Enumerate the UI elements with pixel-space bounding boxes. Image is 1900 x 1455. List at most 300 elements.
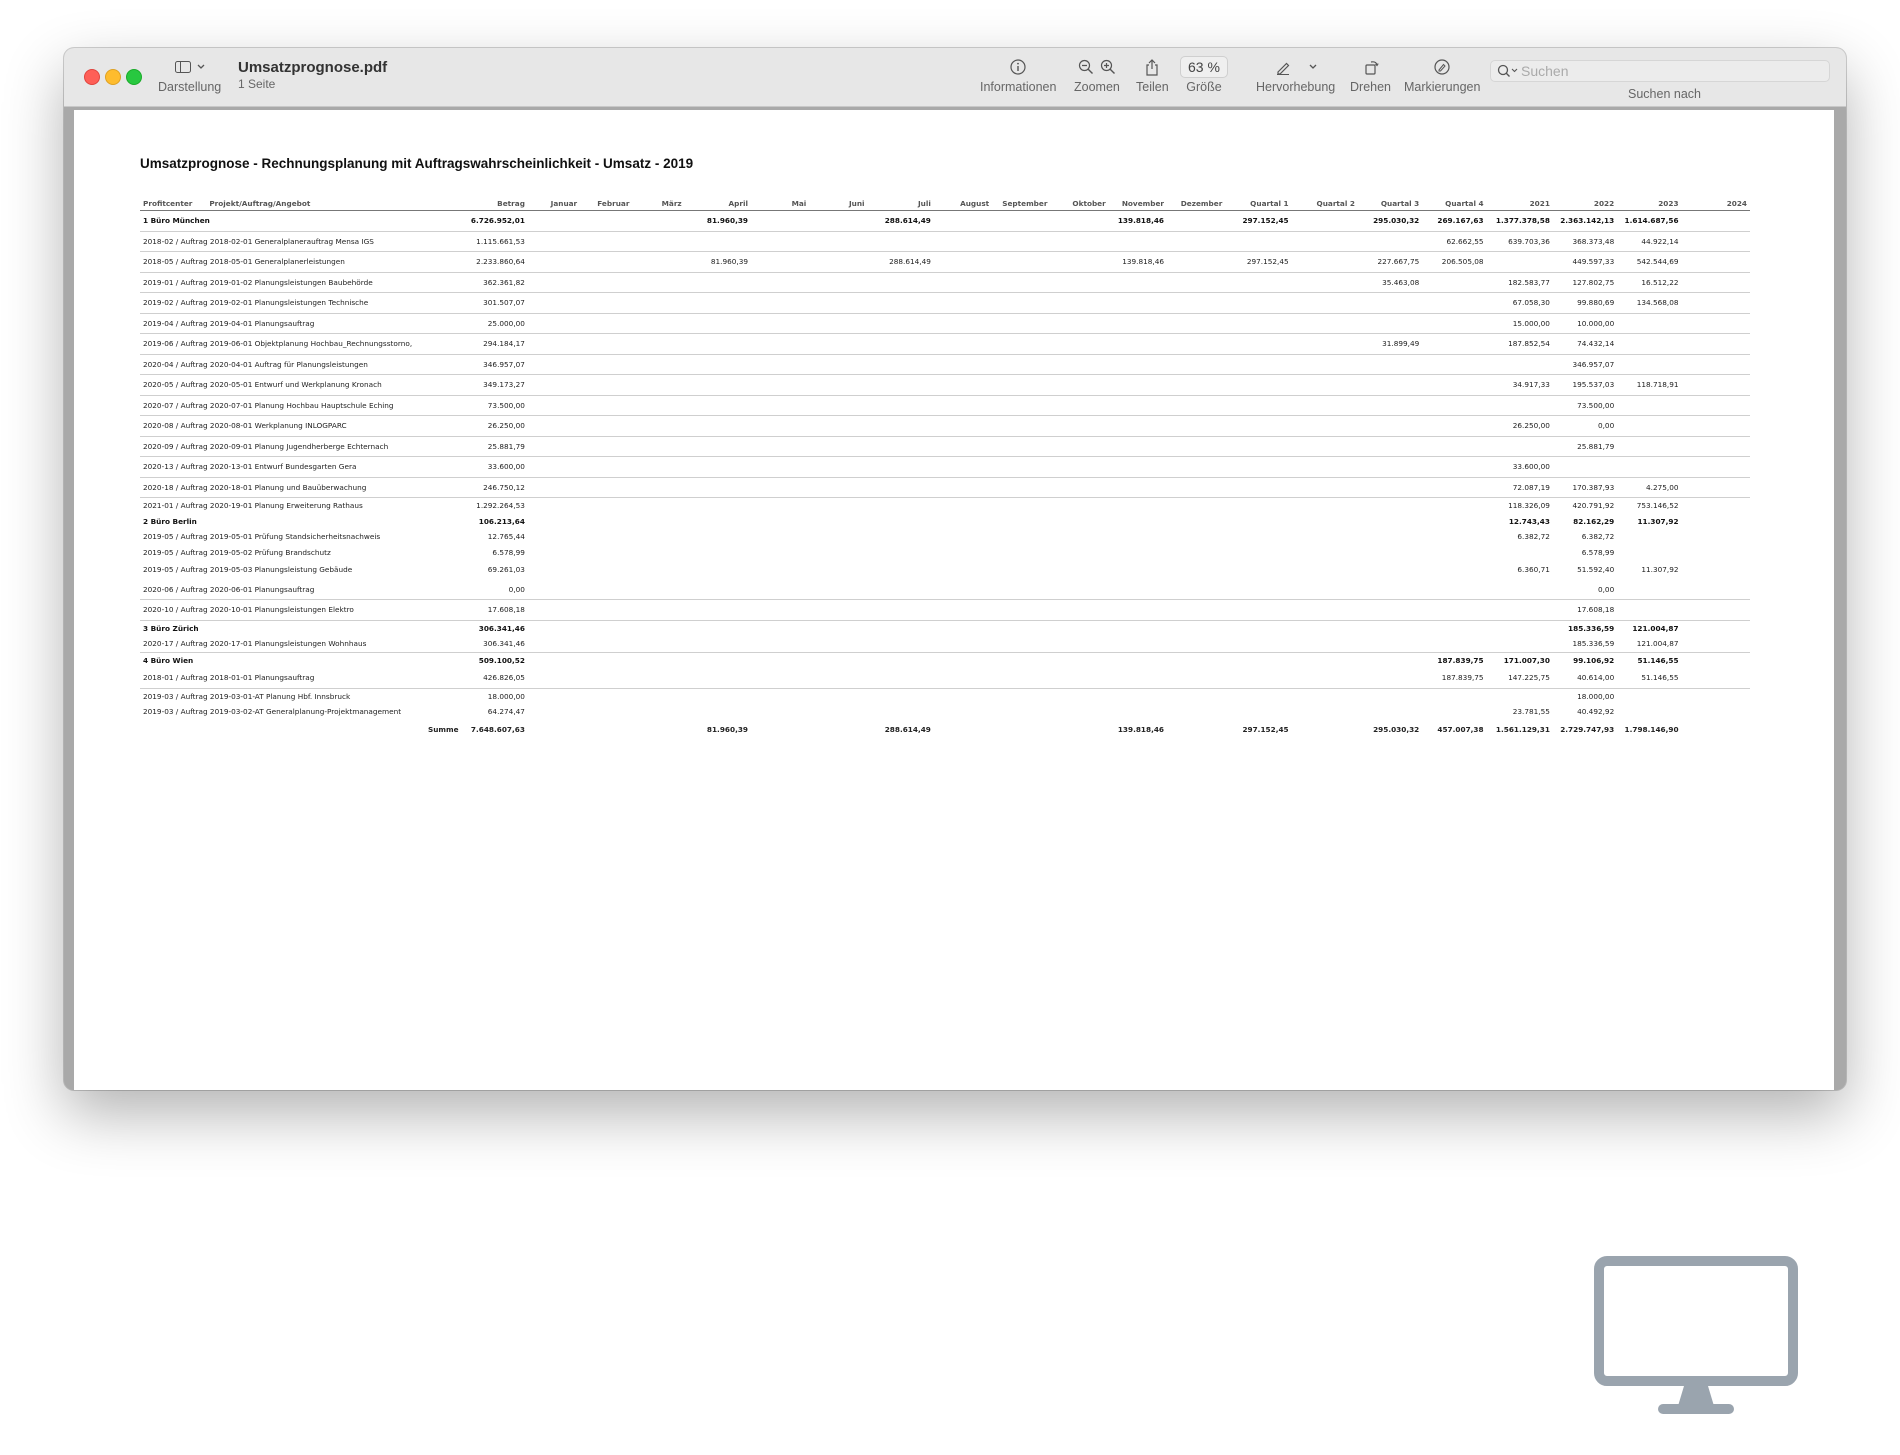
cell-y2024 [1682, 395, 1750, 416]
cell-y2023: 121.004,87 [1617, 636, 1681, 652]
row-description: 2019-03 / Auftrag 2019-03-01-AT Planung Hbf. Innsbruck [143, 691, 351, 701]
cell-februar [580, 560, 632, 580]
cell-dezember [1167, 334, 1225, 355]
cell-q3 [1358, 416, 1422, 437]
cell-august [934, 704, 992, 720]
cell-mai [751, 313, 809, 334]
zoom-label: Zoomen [1074, 80, 1120, 94]
cell-y2022: 40.614,00 [1553, 668, 1617, 688]
cell-august [934, 416, 992, 437]
cell-dezember [1167, 231, 1225, 252]
cell-mai [751, 272, 809, 293]
cell-august [934, 560, 992, 580]
cell-q4 [1422, 704, 1486, 720]
cell-april [685, 272, 751, 293]
row-description: 2018-02 / Auftrag 2018-02-01 Generalplanerauftrag Mensa IGS [140, 231, 462, 252]
monitor-icon [1594, 1256, 1798, 1420]
cell-y2021: 639.703,36 [1487, 231, 1553, 252]
cell-q4: 187.839,75 [1437, 655, 1484, 665]
cell-q4: 457.007,38 [1437, 725, 1484, 734]
cell-q2 [1292, 668, 1358, 688]
cell-juni [809, 313, 867, 334]
cell-november [1109, 334, 1167, 355]
column-header: Profitcenter [140, 196, 206, 211]
cell-mai [751, 252, 809, 273]
cell-juni [809, 600, 867, 621]
cell-juni [809, 704, 867, 720]
cell-betrag: 509.100,52 [478, 655, 525, 665]
cell-y2023: 753.146,52 [1636, 501, 1679, 511]
size-label: Größe [1186, 80, 1222, 94]
cell-y2023 [1617, 313, 1681, 334]
cell-januar [528, 652, 580, 668]
cell-betrag: 33.600,00 [462, 457, 528, 478]
table-row [140, 293, 1750, 314]
cell-y2024 [1682, 231, 1750, 252]
table-row [140, 375, 1750, 396]
cell-q1 [1225, 560, 1291, 580]
cell-juli [868, 293, 934, 314]
cell-oktober [1050, 354, 1108, 375]
cell-mai [751, 636, 809, 652]
cell-maerz [632, 395, 684, 416]
cell-y2021: 26.250,00 [1487, 416, 1553, 437]
cell-q1 [1225, 395, 1291, 416]
row-description: 2019-01 / Auftrag 2019-01-02 Planungsleistungen Baubehörde [140, 272, 462, 293]
cell-maerz [632, 252, 684, 273]
cell-juli [868, 395, 934, 416]
cell-juni [809, 375, 867, 396]
cell-y2021: 147.225,75 [1487, 668, 1553, 688]
cell-juni [809, 272, 867, 293]
cell-dezember [1167, 600, 1225, 621]
cell-mai [751, 514, 809, 530]
cell-september [992, 498, 1050, 514]
cell-juli: 288.614,49 [868, 211, 934, 232]
fullscreen-button[interactable] [126, 69, 142, 85]
cell-q2 [1292, 498, 1358, 514]
cell-q1 [1225, 688, 1291, 704]
row-description: 4 Büro Wien [143, 655, 194, 665]
row-description: 2020-06 / Auftrag 2020-06-01 Planungsauftrag [140, 580, 462, 600]
cell-oktober [1050, 416, 1108, 437]
table-row [140, 668, 1750, 688]
cell-januar [528, 231, 580, 252]
cell-q2 [1292, 545, 1358, 561]
cell-juni [809, 529, 867, 545]
cell-y2023: 4.275,00 [1617, 477, 1681, 498]
cell-august [934, 636, 992, 652]
row-description: 2020-18 / Auftrag 2020-18-01 Planung und Bauüberwachung [140, 477, 462, 498]
cell-oktober [1050, 652, 1108, 668]
cell-q4 [1422, 395, 1486, 416]
cell-dezember [1167, 560, 1225, 580]
cell-juli [868, 457, 934, 478]
table-row [140, 600, 1750, 621]
cell-betrag: 1.115.661,53 [462, 231, 528, 252]
cell-juni [809, 231, 867, 252]
cell-april [685, 704, 751, 720]
cell-q3 [1358, 688, 1422, 704]
cell-januar [528, 334, 580, 355]
table-row [140, 252, 1750, 273]
cell-y2024 [1682, 477, 1750, 498]
cell-y2022: 2.363.142,13 [1553, 211, 1617, 232]
cell-april [685, 560, 751, 580]
cell-betrag: 69.261,03 [487, 565, 525, 575]
cell-maerz [632, 529, 684, 545]
cell-q4 [1422, 620, 1486, 636]
cell-april [685, 293, 751, 314]
cell-y2024 [1682, 560, 1750, 580]
size-control[interactable] [1180, 54, 1228, 94]
cell-q3: 31.899,49 [1358, 334, 1422, 355]
cell-juli [868, 436, 934, 457]
cell-oktober [1050, 272, 1108, 293]
highlight-button[interactable] [1256, 54, 1335, 94]
cell-mai [751, 560, 809, 580]
cell-q2 [1292, 416, 1358, 437]
info-icon [1010, 59, 1026, 75]
cell-y2021: 15.000,00 [1487, 313, 1553, 334]
cell-y2024 [1682, 704, 1750, 720]
cell-q3 [1358, 514, 1422, 530]
cell-q1 [1225, 580, 1291, 600]
search-input[interactable] [1519, 62, 1813, 80]
cell-dezember [1167, 395, 1225, 416]
cell-y2022: 170.387,93 [1553, 477, 1617, 498]
cell-januar [528, 457, 580, 478]
cell-november [1109, 514, 1167, 530]
cell-dezember [1167, 416, 1225, 437]
cell-q1 [1225, 313, 1291, 334]
cell-juni [809, 620, 867, 636]
cell-november [1109, 580, 1167, 600]
cell-april [685, 514, 751, 530]
cell-maerz [632, 545, 684, 561]
cell-januar [528, 600, 580, 621]
cell-januar [528, 477, 580, 498]
cell-august [934, 580, 992, 600]
cell-mai [751, 580, 809, 600]
forecast-table [140, 196, 1750, 740]
column-header: März [632, 196, 684, 211]
cell-februar [580, 620, 632, 636]
cell-dezember [1167, 545, 1225, 561]
cell-oktober [1050, 334, 1108, 355]
cell-februar [580, 704, 632, 720]
cell-november [1109, 293, 1167, 314]
cell-maerz [632, 560, 684, 580]
cell-august [934, 514, 992, 530]
cell-y2024 [1682, 293, 1750, 314]
cell-y2022: 10.000,00 [1553, 313, 1617, 334]
cell-y2024 [1682, 600, 1750, 621]
cell-q2 [1292, 514, 1358, 530]
cell-maerz [632, 688, 684, 704]
cell-maerz [632, 514, 684, 530]
cell-betrag: 349.173,27 [462, 375, 528, 396]
cell-januar [528, 416, 580, 437]
cell-dezember [1167, 668, 1225, 688]
cell-y2022: 2.729.747,93 [1560, 725, 1615, 734]
row-description: 2020-10 / Auftrag 2020-10-01 Planungsleistungen Elektro [140, 600, 462, 621]
info-button[interactable] [980, 54, 1056, 94]
cell-juli [868, 688, 934, 704]
search-field[interactable] [1490, 60, 1830, 82]
cell-november [1109, 545, 1167, 561]
column-header: November [1109, 196, 1167, 211]
row-description: 2019-05 / Auftrag 2019-05-02 Prüfung Brandschutz [143, 547, 331, 557]
cell-q1 [1225, 514, 1291, 530]
cell-maerz [632, 477, 684, 498]
cell-juli: 288.614,49 [868, 252, 934, 273]
cell-mai [751, 416, 809, 437]
cell-november [1109, 457, 1167, 478]
sidebar-icon [175, 61, 191, 73]
cell-februar [580, 514, 632, 530]
cell-y2021: 1.561.129,31 [1495, 725, 1550, 734]
close-button[interactable] [84, 69, 100, 85]
cell-q2 [1292, 436, 1358, 457]
cell-y2023 [1617, 600, 1681, 621]
group-row [140, 620, 1750, 636]
cell-q1 [1225, 354, 1291, 375]
cell-oktober [1050, 293, 1108, 314]
cell-y2024 [1682, 514, 1750, 530]
cell-y2021 [1487, 545, 1553, 561]
cell-q2 [1292, 313, 1358, 334]
cell-y2024 [1682, 636, 1750, 652]
cell-juni [809, 477, 867, 498]
cell-betrag: 0,00 [462, 580, 528, 600]
cell-september [992, 416, 1050, 437]
cell-q4 [1422, 636, 1486, 652]
rotate-button[interactable] [1350, 54, 1391, 94]
column-header: Juni [809, 196, 867, 211]
cell-februar [580, 580, 632, 600]
table-row [140, 688, 1750, 704]
cell-juni [809, 720, 867, 740]
cell-y2023: 11.307,92 [1637, 516, 1679, 526]
markup-button[interactable] [1404, 54, 1480, 94]
cell-januar [528, 395, 580, 416]
cell-q2 [1292, 354, 1358, 375]
table-row [140, 416, 1750, 437]
table-row [140, 636, 1750, 652]
cell-q4 [1422, 498, 1486, 514]
minimize-button[interactable] [105, 69, 121, 85]
cell-q3 [1358, 652, 1422, 668]
cell-april [685, 668, 751, 688]
cell-y2022: 368.373,48 [1553, 231, 1617, 252]
highlight-label: Hervorhebung [1256, 80, 1336, 94]
cell-februar [580, 688, 632, 704]
column-header: 2024 [1682, 196, 1750, 211]
cell-q4 [1422, 313, 1486, 334]
cell-september [992, 668, 1050, 688]
cell-q1: 297.152,45 [1225, 211, 1291, 232]
cell-september [992, 313, 1050, 334]
cell-juli [868, 668, 934, 688]
cell-y2024 [1682, 688, 1750, 704]
cell-november: 139.818,46 [1109, 211, 1167, 232]
cell-y2022: 99.106,92 [1573, 655, 1615, 665]
cell-q2 [1292, 580, 1358, 600]
cell-betrag: 426.826,05 [462, 668, 528, 688]
cell-y2023 [1617, 545, 1681, 561]
cell-q4 [1422, 477, 1486, 498]
table-row [140, 272, 1750, 293]
cell-dezember [1167, 498, 1225, 514]
cell-q2 [1292, 652, 1358, 668]
column-header: Januar [528, 196, 580, 211]
search-label: Suchen nach [1628, 87, 1701, 101]
row-description: 2019-06 / Auftrag 2019-06-01 Objektplanung Hochbau_Rechnungsstorno, [140, 334, 462, 355]
cell-q3 [1358, 293, 1422, 314]
cell-februar [580, 211, 632, 232]
share-button[interactable] [1136, 54, 1169, 94]
cell-juni [809, 395, 867, 416]
cell-juni [809, 668, 867, 688]
cell-august [934, 293, 992, 314]
cell-betrag: 7.648.607,63 [470, 725, 525, 734]
cell-y2024 [1682, 354, 1750, 375]
cell-november [1109, 529, 1167, 545]
cell-april: 81.960,39 [706, 725, 748, 734]
cell-y2021 [1487, 395, 1553, 416]
rotate-icon [1363, 59, 1379, 75]
cell-april [685, 395, 751, 416]
zoom-button[interactable] [1074, 54, 1120, 94]
cell-betrag: 294.184,17 [462, 334, 528, 355]
column-header: Februar [580, 196, 632, 211]
cell-y2021: 187.852,54 [1487, 334, 1553, 355]
cell-y2021 [1487, 436, 1553, 457]
cell-september [992, 529, 1050, 545]
cell-y2022: 74.432,14 [1553, 334, 1617, 355]
cell-maerz [632, 313, 684, 334]
cell-januar [528, 252, 580, 273]
cell-september [992, 252, 1050, 273]
cell-august [934, 600, 992, 621]
cell-november [1109, 395, 1167, 416]
cell-november [1109, 668, 1167, 688]
cell-april [685, 457, 751, 478]
cell-oktober [1050, 620, 1108, 636]
cell-november [1109, 688, 1167, 704]
cell-q4 [1422, 272, 1486, 293]
cell-y2021 [1487, 600, 1553, 621]
cell-dezember [1167, 293, 1225, 314]
cell-q2 [1292, 293, 1358, 314]
cell-juli [868, 545, 934, 561]
cell-dezember [1167, 477, 1225, 498]
table-row [140, 313, 1750, 334]
cell-betrag: 73.500,00 [462, 395, 528, 416]
column-header: Juli [868, 196, 934, 211]
cell-mai [751, 293, 809, 314]
group-row [140, 211, 1750, 232]
column-header: 2023 [1617, 196, 1681, 211]
cell-betrag: 106.213,64 [478, 516, 525, 526]
cell-mai [751, 545, 809, 561]
cell-dezember [1167, 252, 1225, 273]
cell-september [992, 545, 1050, 561]
cell-september [992, 652, 1050, 668]
table-row [140, 436, 1750, 457]
cell-q2 [1292, 600, 1358, 621]
cell-august [934, 334, 992, 355]
cell-august [934, 529, 992, 545]
cell-oktober [1050, 231, 1108, 252]
cell-oktober [1050, 498, 1108, 514]
cell-november [1109, 652, 1167, 668]
cell-y2021: 33.600,00 [1487, 457, 1553, 478]
cell-januar [528, 580, 580, 600]
cell-y2024 [1682, 436, 1750, 457]
view-button[interactable] [158, 54, 221, 94]
cell-august [934, 211, 992, 232]
cell-april [685, 580, 751, 600]
cell-mai [751, 652, 809, 668]
cell-april: 81.960,39 [685, 211, 751, 232]
cell-y2022: 25.881,79 [1553, 436, 1617, 457]
cell-juni [809, 560, 867, 580]
table-row [140, 580, 1750, 600]
cell-januar [528, 272, 580, 293]
cell-september [992, 395, 1050, 416]
cell-y2022: 73.500,00 [1553, 395, 1617, 416]
size-value[interactable]: 63 % [1180, 56, 1228, 78]
cell-q4 [1422, 416, 1486, 437]
cell-q1 [1225, 477, 1291, 498]
cell-september [992, 477, 1050, 498]
total-label: Summe [427, 725, 459, 734]
column-header: 2022 [1553, 196, 1617, 211]
cell-y2021 [1487, 354, 1553, 375]
cell-dezember [1167, 620, 1225, 636]
cell-q3 [1358, 457, 1422, 478]
cell-september [992, 436, 1050, 457]
cell-april [685, 313, 751, 334]
cell-q3 [1358, 395, 1422, 416]
cell-januar [528, 514, 580, 530]
cell-betrag: 18.000,00 [487, 691, 525, 701]
cell-mai [751, 477, 809, 498]
cell-dezember [1167, 580, 1225, 600]
cell-q4: 269.167,63 [1422, 211, 1486, 232]
cell-q1 [1225, 600, 1291, 621]
cell-november [1109, 560, 1167, 580]
cell-februar [580, 636, 632, 652]
cell-dezember [1167, 652, 1225, 668]
cell-betrag: 306.341,46 [462, 636, 528, 652]
cell-mai [751, 600, 809, 621]
cell-juni [809, 545, 867, 561]
cell-juni [809, 652, 867, 668]
cell-juli [868, 334, 934, 355]
cell-betrag: 306.341,46 [478, 623, 525, 633]
cell-y2021: 72.087,19 [1487, 477, 1553, 498]
cell-q1 [1225, 498, 1291, 514]
cell-y2023 [1617, 529, 1681, 545]
cell-februar [580, 477, 632, 498]
cell-august [934, 436, 992, 457]
cell-y2022: 0,00 [1553, 580, 1617, 600]
cell-november [1109, 620, 1167, 636]
cell-y2023 [1617, 436, 1681, 457]
